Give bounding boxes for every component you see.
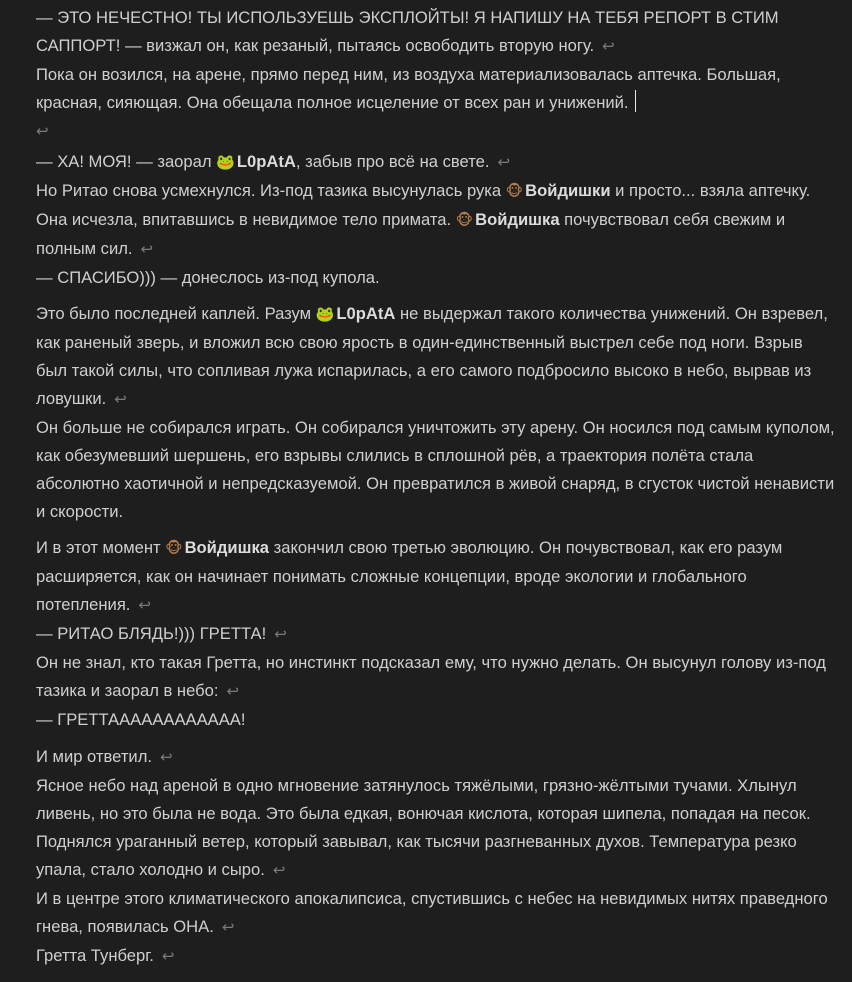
return-icon: ↩ (160, 749, 173, 766)
paragraph-text: Ясное небо над ареной в одно мгновение затянулось тяжёлыми, грязно-жёлтыми тучами. Хлынул ливень, но это была не вода. Это была едкая, вонючая кислота, которая шипела, попадая на песок. Поднялся ураганный ветер, который завывал, как тысячи разгневанных духов. Температура резко упала, стало холодно и сыро. (36, 776, 811, 879)
return-icon: ↩ (221, 919, 235, 936)
monkey-icon: 🐵 (455, 212, 474, 229)
paragraph-text: И мир ответил. (36, 747, 152, 766)
paragraph-text: — ГРЕТТАААААААААААА! (36, 710, 246, 729)
return-icon: ↩ (138, 597, 151, 614)
return-icon: ↩ (161, 948, 175, 965)
paragraph-text: — ЭТО НЕЧЕСТНО! ТЫ ИСПОЛЬЗУЕШЬ ЭКСПЛОЙТЫ! Я НАПИШУ НА ТЕБЯ РЕПОРТ В СТИМ САППОРТ! — визжал он, как резаный, пытаясь освободить вторую ногу. (36, 8, 779, 55)
paragraph (36, 885, 836, 942)
paragraph-text: Но Ритао снова усмехнулся. Из-под тазика высунулась рука (36, 181, 502, 200)
paragraph (36, 649, 836, 706)
paragraph-text: — РИТАО БЛЯДЬ!))) ГРЕТТА! (36, 624, 267, 643)
paragraph (36, 4, 836, 61)
return-icon: ↩ (274, 626, 287, 643)
return-icon: ↩ (272, 862, 286, 879)
paragraph-text: Это было последней каплей. Разум (36, 304, 312, 323)
paragraph-text: почувствовал себя свежим и полным сил. (36, 210, 786, 258)
paragraph (36, 264, 836, 292)
monkey-icon: 🐵 (505, 183, 524, 200)
return-icon: ↩ (114, 391, 127, 408)
return-icon: ↩ (140, 241, 154, 258)
return-icon: ↩ (36, 123, 49, 140)
paragraph (36, 620, 836, 649)
text-cursor (635, 90, 636, 112)
paragraph-text: — СПАСИБО))) — донеслось из-под купола. (36, 268, 380, 287)
paragraph (36, 706, 836, 734)
paragraph-text: И в этот момент (36, 538, 161, 557)
paragraph-text: Пока он возился, на арене, прямо перед ним, из воздуха материализовалась аптечка. Большая, красная, сияющая. Она обещала полное исцеление от всех ран и унижений. (36, 65, 781, 112)
user-mention-voidishka[interactable]: Войдишка (475, 210, 560, 229)
paragraph-text: закончил свою третью эволюцию. Он почувствовал, как его разум расширяется, как он начинает понимать сложные концепции, вроде экологии и глобального потепления. (36, 538, 783, 614)
paragraph (36, 942, 836, 971)
text-editor[interactable] (36, 4, 836, 971)
paragraph (36, 177, 836, 264)
user-mention-lopata[interactable]: L0pAtA (236, 152, 296, 171)
frog-icon: 🐸 (216, 154, 235, 171)
paragraph (36, 61, 836, 146)
frog-icon: 🐸 (315, 306, 335, 323)
paragraph-text: — ХА! МОЯ! — заорал (36, 152, 212, 171)
paragraph-text: , забыв про всё на свете. (295, 152, 490, 171)
paragraph-text: и просто... взяла аптечку. Она исчезла, впитавшись в невидимое тело примата. (36, 181, 811, 229)
paragraph (36, 772, 836, 885)
return-icon: ↩ (497, 154, 511, 171)
paragraph (36, 534, 836, 620)
return-icon: ↩ (226, 683, 240, 700)
user-mention-voidishka[interactable]: Войдишка (184, 538, 269, 557)
paragraph (36, 148, 836, 177)
paragraph (36, 743, 836, 772)
paragraph-text: Он не знал, кто такая Гретта, но инстинкт подсказал ему, что нужно делать. Он высунул голову из-под тазика и заорал в небо: (36, 653, 826, 700)
paragraph-text: И в центре этого климатического апокалипсиса, спустившись с небес на невидимых нитях праведного гнева, появилась ОНА. (36, 889, 828, 936)
return-icon: ↩ (602, 38, 615, 55)
paragraph (36, 414, 836, 526)
paragraph-text: Он больше не собирался играть. Он собирался уничтожить эту арену. Он носился под самым куполом, как обезумевший шершень, его взрывы слились в сплошной рёв, а траектория полёта стала абсолютно хаотичной и непредсказуемой. Он превратился в живой снаряд, в сгусток чистой ненависти и скорости. (36, 418, 835, 521)
paragraph (36, 300, 836, 414)
paragraph-text: не выдержал такого количества унижений. Он взревел, как раненый зверь, и вложил всю свою ярость в один-единственный выстрел себе под ноги. Взрыв был такой силы, что сопливая лужа испарилась, а его самого подбросило высоко в небо, вырвав из ловушки. (36, 304, 828, 408)
monkey-icon: 🐵 (165, 540, 183, 557)
paragraph-text: Гретта Тунберг. (36, 946, 154, 965)
user-mention-voidishki[interactable]: Войдишки (525, 181, 611, 200)
user-mention-lopata[interactable]: L0pAtA (336, 304, 396, 323)
